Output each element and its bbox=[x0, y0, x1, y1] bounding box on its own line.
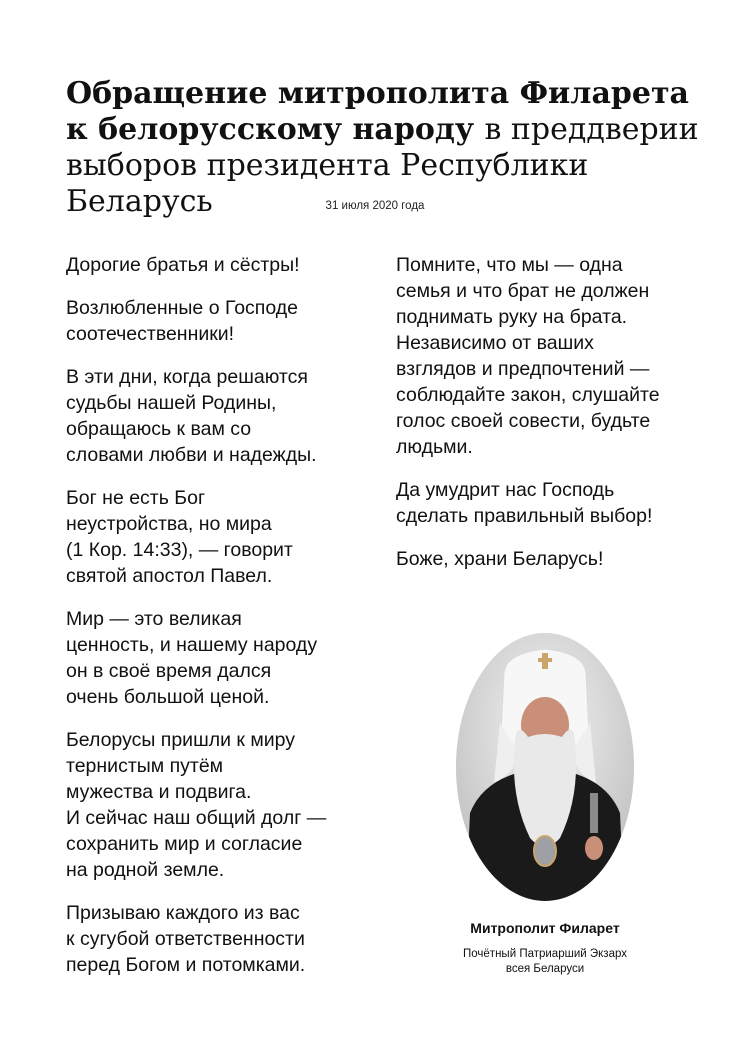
paragraph: Боже, храни Беларусь! bbox=[396, 548, 604, 570]
title-normal: в преддверии выборов президента Республики Беларусь bbox=[66, 112, 699, 219]
paragraph: Белорусы пришли к миру тернистым путём мужества и подвига. И сейчас наш общий долг — сохранить мир и согласие на родной земле. bbox=[66, 729, 327, 881]
page-title bbox=[66, 76, 706, 220]
paragraph: Помните, что мы — одна семья и что брат не должен поднимать руку на брата. Независимо от ваших взглядов и предпочтений — соблюдайте закон, слушайте голос своей совести, будьте людьми. bbox=[396, 254, 660, 458]
right-column bbox=[396, 252, 706, 589]
paragraph: Да умудрит нас Господь сделать правильный выбор! bbox=[396, 479, 653, 527]
paragraph: Дорогие братья и сёстры! bbox=[66, 254, 300, 276]
left-column bbox=[66, 252, 366, 995]
title-bold: Обращение митрополита Филарета к белорусскому народу bbox=[66, 76, 689, 147]
date-line: 31 июля 2020 года bbox=[325, 200, 425, 212]
paragraph: Мир — это великая ценность, и нашему народу он в своё время дался очень большой ценой. bbox=[66, 608, 318, 708]
portrait-caption-role: Почётный Патриарший Экзарх всея Беларуси bbox=[463, 948, 627, 975]
paragraph: Призываю каждого из вас к сугубой ответственности перед Богом и потомками. bbox=[66, 902, 306, 976]
paragraph: Возлюбленные о Господе соотечественники! bbox=[66, 297, 299, 345]
portrait-photo bbox=[456, 633, 634, 901]
paragraph: Бог не есть Бог неустройства, но мира (1 Кор. 14:33), — говорит святой апостол Павел. bbox=[66, 487, 293, 587]
portrait-caption-name: Митрополит Филарет bbox=[470, 920, 620, 936]
paragraph: В эти дни, когда решаются судьбы нашей Родины, обращаюсь к вам со словами любви и надежды. bbox=[66, 366, 317, 466]
